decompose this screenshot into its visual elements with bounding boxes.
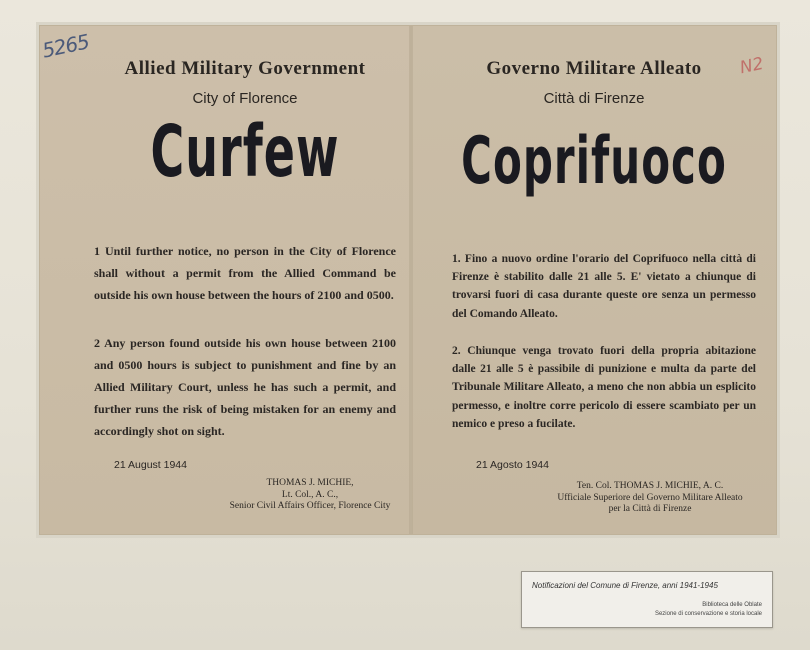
english-paragraph-1: 1 Until further notice, no person in the City of Florence shall without a permit from the Allied Command be outside his own house between the hours of 2100 and 0500.	[94, 244, 396, 302]
italian-signature-title: Ufficiale Superiore del Governo Militare Alleato	[557, 492, 743, 503]
english-city-heading: City of Florence	[192, 90, 298, 107]
italian-headline: Coprifuoco	[461, 122, 727, 199]
english-signature-name: THOMAS J. MICHIE,	[266, 478, 354, 488]
curfew-poster	[40, 26, 776, 534]
caption-section: Sezione di conservazione e storia locale	[654, 611, 762, 617]
english-date: 21 August 1944	[114, 459, 187, 471]
italian-paragraph-2: 2. Chiunque venga trovato fuori della propria abitazione dalle 21 alle 5 è passibile di punizione e multa da parte del Tribunale Militare Alleato, a meno che non abbia un esplicito permesso, e inoltre corre pericolo di essere scambiato per un nemico e preso a fucilate.	[452, 345, 756, 430]
italian-paragraph-1: 1. Fino a nuovo ordine l'orario del Coprifuoco nella città di Firenze è stabilito dalle 21 alle 5. E' vietato a chiunque di trovarsi fuori di casa durante queste ore senza un permesso del Comando Alleato.	[452, 253, 756, 320]
caption-title: Notificazioni del Comune di Firenze, anni 1941-1945	[532, 581, 718, 590]
english-headline: Curfew	[150, 109, 340, 193]
english-signature-rank: Lt. Col., A. C.,	[281, 489, 339, 500]
handwritten-catalog-number: 5265	[40, 29, 91, 63]
english-paragraph-2: 2 Any person found outside his own house between 2100 and 0500 hours is subject to punishment and fine by an Allied Military Court, unless he has such a permit, and further runs the risk of being mistaken for an enemy and accordingly shot on sight.	[94, 336, 396, 438]
italian-city-heading: Città di Firenze	[543, 90, 645, 107]
english-signature	[210, 478, 410, 513]
italian-government-heading: Governo Militare Alleato	[486, 58, 702, 79]
italian-signature	[530, 481, 770, 516]
english-signature-title: Senior Civil Affairs Officer, Florence City	[229, 501, 391, 511]
italian-signature-place: per la Città di Firenze	[608, 504, 692, 514]
italian-date: 21 Agosto 1944	[476, 459, 549, 471]
museum-caption-label	[521, 571, 773, 628]
english-government-heading: Allied Military Government	[124, 58, 366, 79]
italian-signature-name: Ten. Col. THOMAS J. MICHIE, A. C.	[576, 481, 724, 491]
caption-institution: Biblioteca delle Oblate	[702, 602, 762, 608]
handwritten-sheet-number: N2	[738, 53, 766, 79]
